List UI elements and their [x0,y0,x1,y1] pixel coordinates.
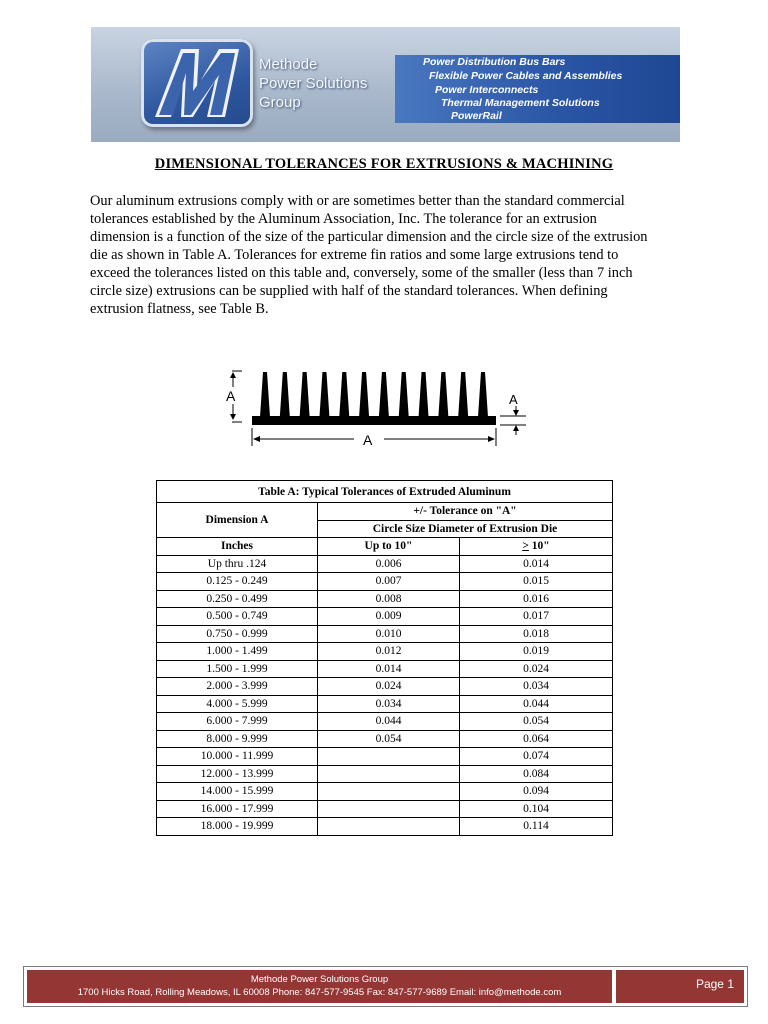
cell-dimension: 0.750 - 0.999 [157,625,318,643]
table-row [157,783,613,801]
footer-company: Methode Power Solutions Group [250,974,389,985]
logo-m-icon [141,39,253,127]
company-name-line: Methode [259,56,318,73]
cell-tolerance-up-to-10: 0.007 [318,573,460,591]
cell-tolerance-up-to-10 [318,765,460,783]
product-item: Power Distribution Bus Bars [423,56,566,68]
cell-tolerance-ge-10: 0.044 [460,695,613,713]
table-body [157,555,613,835]
intro-line: extrusion flatness, see Table B. [90,301,269,317]
page-footer [23,966,748,1007]
cell-dimension: 8.000 - 9.999 [157,730,318,748]
product-item: Flexible Power Cables and Assemblies [429,70,623,82]
company-name-line: Group [259,94,301,111]
cell-tolerance-ge-10: 0.018 [460,625,613,643]
heatsink-fin [339,372,349,417]
cell-tolerance-up-to-10 [318,818,460,836]
heatsink-fin [458,372,468,417]
header-ge-10 [460,538,613,556]
footer-page-block [616,970,744,1003]
cell-tolerance-up-to-10: 0.014 [318,660,460,678]
cell-tolerance-up-to-10 [318,800,460,818]
heatsink-fin [399,372,409,417]
cell-tolerance-ge-10: 0.074 [460,748,613,766]
cell-dimension: 1.500 - 1.999 [157,660,318,678]
header-tolerance: +/- Tolerance on "A" [318,503,613,521]
heatsink-fin [419,372,429,417]
table-row [157,748,613,766]
cell-tolerance-ge-10: 0.094 [460,783,613,801]
cell-tolerance-ge-10: 0.104 [460,800,613,818]
cell-tolerance-up-to-10: 0.034 [318,695,460,713]
cell-tolerance-ge-10: 0.017 [460,608,613,626]
cell-tolerance-ge-10: 0.084 [460,765,613,783]
cell-tolerance-up-to-10: 0.024 [318,678,460,696]
table-row [157,818,613,836]
table-caption: Table A: Typical Tolerances of Extruded Aluminum [157,481,613,503]
cell-dimension: 0.500 - 0.749 [157,608,318,626]
cell-tolerance-up-to-10: 0.044 [318,713,460,731]
intro-line: dimension is a function of the size of the particular dimension and the circle size of the extrusion [90,229,648,245]
table-row [157,608,613,626]
cell-tolerance-up-to-10: 0.010 [318,625,460,643]
table-row [157,643,613,661]
dimension-label-base: A [509,392,518,407]
cell-dimension: 14.000 - 15.999 [157,783,318,801]
cell-dimension: 6.000 - 7.999 [157,713,318,731]
footer-address-block [27,970,612,1003]
dimension-label-width: A [363,432,373,448]
document-title: DIMENSIONAL TOLERANCES FOR EXTRUSIONS & MACHINING [154,156,614,172]
cell-dimension: 2.000 - 3.999 [157,678,318,696]
cell-dimension: Up thru .124 [157,555,318,573]
heatsink-diagram [220,362,532,450]
ge-symbol: > [522,540,529,553]
cell-tolerance-ge-10: 0.024 [460,660,613,678]
cell-dimension: 18.000 - 19.999 [157,818,318,836]
product-item: Thermal Management Solutions [441,97,600,109]
cell-tolerance-up-to-10: 0.054 [318,730,460,748]
heatsink-fin [379,372,389,417]
cell-dimension: 0.250 - 0.499 [157,590,318,608]
cell-tolerance-ge-10: 0.034 [460,678,613,696]
product-item: PowerRail [451,110,502,122]
intro-line: exceed the tolerances listed on this table and, conversely, some of the smaller (less than 7 inch [90,265,633,281]
table-row [157,660,613,678]
cell-tolerance-ge-10: 0.114 [460,818,613,836]
table-row [157,555,613,573]
cell-dimension: 10.000 - 11.999 [157,748,318,766]
ge-label: 10" [528,540,550,553]
intro-line: tolerances established by the Aluminum Association, Inc. The tolerance for an extrusion [90,211,597,227]
cell-dimension: 1.000 - 1.499 [157,643,318,661]
heatsink-base [252,416,496,425]
table-row [157,800,613,818]
cell-tolerance-up-to-10 [318,748,460,766]
table-row [157,713,613,731]
cell-tolerance-up-to-10: 0.009 [318,608,460,626]
intro-line: Our aluminum extrusions comply with or are sometimes better than the standard commercial [90,193,625,209]
dimension-label-height: A [226,388,236,404]
cell-tolerance-ge-10: 0.064 [460,730,613,748]
heatsink-fin [260,372,270,417]
footer-contact: 1700 Hicks Road, Rolling Meadows, IL 60008 Phone: 847-577-9545 Fax: 847-577-9689 Email: info@methode.com [77,987,562,998]
table-row [157,695,613,713]
heatsink-fins [260,372,488,417]
product-list [395,55,680,123]
cell-dimension: 4.000 - 5.999 [157,695,318,713]
heatsink-fin [478,372,488,417]
header-dimension: Dimension A [157,503,318,538]
tolerance-table [156,480,613,836]
table-row [157,625,613,643]
table-row [157,590,613,608]
page-number: Page 1 [695,977,734,991]
intro-line: die as shown in Table A. Tolerances for extreme fin ratios and some large extrusions tend to [90,247,619,263]
heatsink-fin [438,372,448,417]
cell-dimension: 12.000 - 13.999 [157,765,318,783]
cell-tolerance-up-to-10: 0.012 [318,643,460,661]
company-name-line: Power Solutions [259,75,368,92]
table-row [157,765,613,783]
cell-tolerance-ge-10: 0.015 [460,573,613,591]
cell-tolerance-up-to-10 [318,783,460,801]
cell-dimension: 0.125 - 0.249 [157,573,318,591]
cell-tolerance-up-to-10: 0.008 [318,590,460,608]
header-inches: Inches [157,538,318,556]
table-row [157,573,613,591]
heatsink-fin [300,372,310,417]
heatsink-fin [280,372,290,417]
methode-logo [141,39,253,127]
intro-line: circle size) extrusions can be supplied with half of the standard tolerances. When defining [90,283,608,299]
table-row [157,678,613,696]
header-banner [91,27,680,142]
header-circle-size: Circle Size Diameter of Extrusion Die [318,520,613,538]
cell-tolerance-ge-10: 0.054 [460,713,613,731]
cell-tolerance-ge-10: 0.014 [460,555,613,573]
cell-dimension: 16.000 - 17.999 [157,800,318,818]
company-name [259,55,367,112]
table-row [157,730,613,748]
cell-tolerance-ge-10: 0.019 [460,643,613,661]
product-item: Power Interconnects [435,84,539,96]
heatsink-fin [359,372,369,417]
cell-tolerance-up-to-10: 0.006 [318,555,460,573]
header-up-to-10: Up to 10" [318,538,460,556]
heatsink-fin [319,372,329,417]
intro-paragraph [90,192,682,318]
cell-tolerance-ge-10: 0.016 [460,590,613,608]
